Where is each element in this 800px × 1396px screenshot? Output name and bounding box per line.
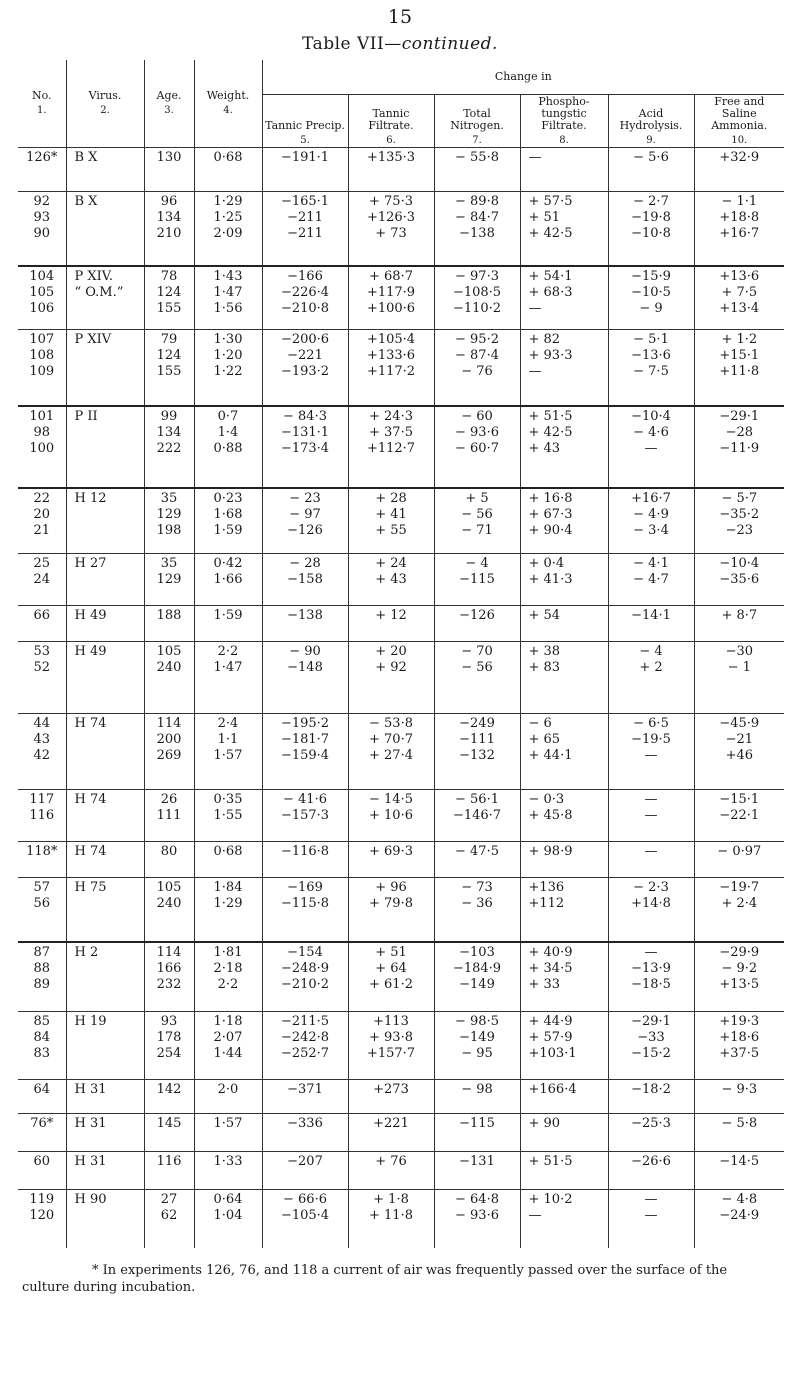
cell-no: 119 120 (18, 1190, 66, 1248)
cell-tannic-precip: − 66·6 −105·4 (262, 1190, 348, 1248)
cell-no: 85 84 83 (18, 1012, 66, 1080)
cell-acid-hydrolysis: − 5·1 −13·6 − 7·5 (608, 330, 694, 406)
table-row (18, 1152, 784, 1190)
cell-free-saline-ammonia: −10·4 −35·6 (694, 554, 784, 606)
cell-no: 22 20 21 (18, 488, 66, 554)
cell-acid-hydrolysis: − 6·5 −19·5 — (608, 714, 694, 790)
cell-tannic-filtrate: +105·4 +133·6 +117·2 (348, 330, 434, 406)
cell-free-saline-ammonia: −30 − 1 (694, 642, 784, 714)
cell-virus: H 31 (66, 1152, 144, 1190)
cell-free-saline-ammonia: + 1·2 +15·1 +11·8 (694, 330, 784, 406)
table-row (18, 488, 784, 554)
cell-phosphotungstic: + 51·5 (520, 1152, 608, 1190)
cell-tannic-precip: − 41·6 −157·3 (262, 790, 348, 842)
table-row (18, 878, 784, 942)
cell-tannic-filtrate: + 20 + 92 (348, 642, 434, 714)
cell-tannic-precip: −211·5 −242·8 −252·7 (262, 1012, 348, 1080)
cell-free-saline-ammonia: −19·7 + 2·4 (694, 878, 784, 942)
cell-weight: 1·33 (194, 1152, 262, 1190)
cell-age: 80 (144, 842, 194, 878)
cell-virus: H 75 (66, 878, 144, 942)
cell-tannic-precip: −207 (262, 1152, 348, 1190)
cell-acid-hydrolysis: − 2·7 −19·8 −10·8 (608, 192, 694, 266)
cell-total-nitrogen: − 95·2 − 87·4 − 76 (434, 330, 520, 406)
cell-weight: 0·35 1·55 (194, 790, 262, 842)
cell-no: 104 105 106 (18, 266, 66, 330)
cell-tannic-filtrate: + 69·3 (348, 842, 434, 878)
cell-age: 93 178 254 (144, 1012, 194, 1080)
cell-acid-hydrolysis: − 5·6 (608, 148, 694, 192)
cell-total-nitrogen: − 64·8 − 93·6 (434, 1190, 520, 1248)
cell-free-saline-ammonia: −14·5 (694, 1152, 784, 1190)
cell-weight: 1·18 2·07 1·44 (194, 1012, 262, 1080)
table-row (18, 1114, 784, 1152)
cell-free-saline-ammonia: +19·3 +18·6 +37·5 (694, 1012, 784, 1080)
cell-acid-hydrolysis: −29·1 −33 −15·2 (608, 1012, 694, 1080)
cell-acid-hydrolysis: −10·4 − 4·6 — (608, 406, 694, 488)
cell-weight: 1·43 1·47 1·56 (194, 266, 262, 330)
cell-tannic-precip: −191·1 (262, 148, 348, 192)
cell-virus: H 74 (66, 790, 144, 842)
cell-virus: B X (66, 148, 144, 192)
change-in-header: Change in (262, 60, 784, 95)
cell-age: 79 124 155 (144, 330, 194, 406)
cell-tannic-filtrate: + 12 (348, 606, 434, 642)
cell-free-saline-ammonia: −15·1 −22·1 (694, 790, 784, 842)
cell-total-nitrogen: − 73 − 36 (434, 878, 520, 942)
data-table-container (18, 60, 784, 1248)
cell-tannic-precip: −371 (262, 1080, 348, 1114)
cell-phosphotungstic: + 54·1 + 68·3 — (520, 266, 608, 330)
cell-acid-hydrolysis: — (608, 842, 694, 878)
cell-phosphotungstic: + 10·2 — (520, 1190, 608, 1248)
table-row (18, 406, 784, 488)
cell-age: 35 129 198 (144, 488, 194, 554)
cell-weight: 2·2 1·47 (194, 642, 262, 714)
cell-no: 107 108 109 (18, 330, 66, 406)
cell-no: 66 (18, 606, 66, 642)
cell-free-saline-ammonia: − 0·97 (694, 842, 784, 878)
cell-weight: 1·84 1·29 (194, 878, 262, 942)
table-title-suffix: continued. (401, 34, 498, 54)
cell-acid-hydrolysis: −18·2 (608, 1080, 694, 1114)
cell-tannic-precip: − 84·3 −131·1 −173·4 (262, 406, 348, 488)
table-row (18, 606, 784, 642)
cell-acid-hydrolysis: −15·9 −10·5 − 9 (608, 266, 694, 330)
table-title-prefix: Table VII— (302, 34, 402, 54)
cell-tannic-precip: −166 −226·4 −210·8 (262, 266, 348, 330)
cell-virus: H 74 (66, 714, 144, 790)
cell-tannic-precip: −116·8 (262, 842, 348, 878)
cell-age: 26 111 (144, 790, 194, 842)
cell-virus: H 2 (66, 942, 144, 1012)
cell-tannic-filtrate: +273 (348, 1080, 434, 1114)
cell-virus: H 12 (66, 488, 144, 554)
cell-total-nitrogen: − 98 (434, 1080, 520, 1114)
cell-total-nitrogen: −249 −111 −132 (434, 714, 520, 790)
cell-weight: 1·29 1·25 2·09 (194, 192, 262, 266)
col-header-free-saline-ammonia: Free and Saline Ammonia. 10. (694, 95, 784, 148)
cell-no: 64 (18, 1080, 66, 1114)
col-header-tannic-precip: Tannic Precip. 5. (262, 95, 348, 148)
cell-phosphotungstic: − 6 + 65 + 44·1 (520, 714, 608, 790)
cell-virus: H 49 (66, 642, 144, 714)
cell-no: 25 24 (18, 554, 66, 606)
table-row (18, 554, 784, 606)
cell-tannic-filtrate: + 1·8 + 11·8 (348, 1190, 434, 1248)
table-row (18, 714, 784, 790)
cell-free-saline-ammonia: +32·9 (694, 148, 784, 192)
col-header-acid-hydrolysis: Acid Hydrolysis. 9. (608, 95, 694, 148)
cell-tannic-precip: −169 −115·8 (262, 878, 348, 942)
col-header-weight: Weight. 4. (194, 60, 262, 148)
cell-phosphotungstic: − 0·3 + 45·8 (520, 790, 608, 842)
cell-phosphotungstic: + 82 + 93·3 — (520, 330, 608, 406)
cell-acid-hydrolysis: −26·6 (608, 1152, 694, 1190)
cell-tannic-filtrate: + 51 + 64 + 61·2 (348, 942, 434, 1012)
cell-virus: H 31 (66, 1114, 144, 1152)
cell-tannic-precip: −336 (262, 1114, 348, 1152)
cell-weight: 2·4 1·1 1·57 (194, 714, 262, 790)
cell-acid-hydrolysis: −14·1 (608, 606, 694, 642)
cell-age: 99 134 222 (144, 406, 194, 488)
cell-tannic-precip: −165·1 −211 −211 (262, 192, 348, 266)
data-table (18, 60, 784, 1248)
col-header-no: No. 1. (31, 89, 52, 116)
cell-acid-hydrolysis: −25·3 (608, 1114, 694, 1152)
cell-free-saline-ammonia: −29·1 −28 −11·9 (694, 406, 784, 488)
cell-phosphotungstic: + 51·5 + 42·5 + 43 (520, 406, 608, 488)
cell-weight: 0·23 1·68 1·59 (194, 488, 262, 554)
cell-age: 105 240 (144, 642, 194, 714)
cell-tannic-precip: − 90 −148 (262, 642, 348, 714)
cell-no: 76* (18, 1114, 66, 1152)
cell-no: 117 116 (18, 790, 66, 842)
cell-free-saline-ammonia: − 1·1 +18·8 +16·7 (694, 192, 784, 266)
cell-acid-hydrolysis: — — (608, 1190, 694, 1248)
cell-phosphotungstic: + 16·8 + 67·3 + 90·4 (520, 488, 608, 554)
cell-tannic-precip: −195·2 −181·7 −159·4 (262, 714, 348, 790)
table-row (18, 330, 784, 406)
cell-age: 116 (144, 1152, 194, 1190)
col-header-virus: Virus. 2. (66, 60, 144, 148)
cell-weight: 0·68 (194, 148, 262, 192)
table-title (0, 34, 800, 54)
table-row (18, 266, 784, 330)
cell-acid-hydrolysis: − 4·1 − 4·7 (608, 554, 694, 606)
cell-age: 145 (144, 1114, 194, 1152)
table-row (18, 642, 784, 714)
cell-weight: 0·7 1·4 0·88 (194, 406, 262, 488)
cell-phosphotungstic: — (520, 148, 608, 192)
cell-free-saline-ammonia: −45·9 −21 +46 (694, 714, 784, 790)
cell-weight: 1·81 2·18 2·2 (194, 942, 262, 1012)
cell-virus: H 90 (66, 1190, 144, 1248)
cell-phosphotungstic: + 90 (520, 1114, 608, 1152)
cell-total-nitrogen: − 98·5 −149 − 95 (434, 1012, 520, 1080)
cell-tannic-precip: −154 −248·9 −210·2 (262, 942, 348, 1012)
cell-total-nitrogen: −103 −184·9 −149 (434, 942, 520, 1012)
cell-free-saline-ammonia: − 5·8 (694, 1114, 784, 1152)
cell-tannic-filtrate: + 24·3 + 37·5 +112·7 (348, 406, 434, 488)
cell-tannic-precip: −138 (262, 606, 348, 642)
cell-free-saline-ammonia: +13·6 + 7·5 +13·4 (694, 266, 784, 330)
cell-no: 118* (18, 842, 66, 878)
cell-virus: H 31 (66, 1080, 144, 1114)
cell-age: 35 129 (144, 554, 194, 606)
cell-weight: 0·64 1·04 (194, 1190, 262, 1248)
cell-acid-hydrolysis: +16·7 − 4·9 − 3·4 (608, 488, 694, 554)
cell-age: 130 (144, 148, 194, 192)
table-row (18, 942, 784, 1012)
cell-total-nitrogen: − 4 −115 (434, 554, 520, 606)
cell-free-saline-ammonia: − 4·8 −24·9 (694, 1190, 784, 1248)
cell-no: 126* (18, 148, 66, 192)
cell-phosphotungstic: + 57·5 + 51 + 42·5 (520, 192, 608, 266)
table-row (18, 1190, 784, 1248)
cell-free-saline-ammonia: − 9·3 (694, 1080, 784, 1114)
cell-virus: H 74 (66, 842, 144, 878)
cell-age: 78 124 155 (144, 266, 194, 330)
cell-total-nitrogen: − 89·8 − 84·7 −138 (434, 192, 520, 266)
cell-no: 57 56 (18, 878, 66, 942)
col-header-tannic-filtrate: Tannic Filtrate. 6. (348, 95, 434, 148)
cell-tannic-filtrate: +135·3 (348, 148, 434, 192)
cell-total-nitrogen: − 47·5 (434, 842, 520, 878)
cell-no: 92 93 90 (18, 192, 66, 266)
cell-phosphotungstic: + 44·9 + 57·9 +103·1 (520, 1012, 608, 1080)
cell-total-nitrogen: −115 (434, 1114, 520, 1152)
cell-age: 142 (144, 1080, 194, 1114)
cell-phosphotungstic: + 0·4 + 41·3 (520, 554, 608, 606)
cell-age: 105 240 (144, 878, 194, 942)
cell-total-nitrogen: − 55·8 (434, 148, 520, 192)
table-row (18, 148, 784, 192)
cell-virus: P XIV. “ O.M.” (66, 266, 144, 330)
cell-no: 53 52 (18, 642, 66, 714)
cell-no: 44 43 42 (18, 714, 66, 790)
cell-weight: 0·42 1·66 (194, 554, 262, 606)
cell-total-nitrogen: −131 (434, 1152, 520, 1190)
table-header (18, 60, 784, 148)
cell-total-nitrogen: − 70 − 56 (434, 642, 520, 714)
cell-acid-hydrolysis: — — (608, 790, 694, 842)
page-number: 15 (387, 6, 413, 28)
cell-tannic-filtrate: +113 + 93·8 +157·7 (348, 1012, 434, 1080)
cell-weight: 1·59 (194, 606, 262, 642)
cell-tannic-filtrate: − 53·8 + 70·7 + 27·4 (348, 714, 434, 790)
cell-tannic-filtrate: + 68·7 +117·9 +100·6 (348, 266, 434, 330)
cell-no: 87 88 89 (18, 942, 66, 1012)
cell-virus: B X (66, 192, 144, 266)
footnote (22, 1262, 778, 1296)
cell-phosphotungstic: + 38 + 83 (520, 642, 608, 714)
cell-phosphotungstic: +136 +112 (520, 878, 608, 942)
footnote-text: * In experiments 126, 76, and 118 a current of air was frequently passed over the surface of the culture during incubation. (22, 1263, 728, 1295)
cell-weight: 2·0 (194, 1080, 262, 1114)
table-body (18, 148, 784, 1248)
cell-total-nitrogen: − 60 − 93·6 − 60·7 (434, 406, 520, 488)
col-header-total-nitrogen: Total Nitrogen. 7. (434, 95, 520, 148)
cell-free-saline-ammonia: −29·9 − 9·2 +13·5 (694, 942, 784, 1012)
cell-free-saline-ammonia: − 5·7 −35·2 −23 (694, 488, 784, 554)
cell-phosphotungstic: + 54 (520, 606, 608, 642)
cell-tannic-precip: − 23 − 97 −126 (262, 488, 348, 554)
cell-age: 96 134 210 (144, 192, 194, 266)
cell-total-nitrogen: − 97·3 −108·5 −110·2 (434, 266, 520, 330)
cell-tannic-precip: − 28 −158 (262, 554, 348, 606)
cell-tannic-filtrate: + 24 + 43 (348, 554, 434, 606)
cell-age: 188 (144, 606, 194, 642)
cell-total-nitrogen: − 56·1 −146·7 (434, 790, 520, 842)
cell-virus: P II (66, 406, 144, 488)
table-row (18, 842, 784, 878)
table-row (18, 1012, 784, 1080)
cell-weight: 0·68 (194, 842, 262, 878)
cell-weight: 1·57 (194, 1114, 262, 1152)
cell-phosphotungstic: + 98·9 (520, 842, 608, 878)
cell-tannic-filtrate: + 28 + 41 + 55 (348, 488, 434, 554)
cell-virus: H 49 (66, 606, 144, 642)
cell-age: 114 200 269 (144, 714, 194, 790)
table-row (18, 192, 784, 266)
cell-age: 27 62 (144, 1190, 194, 1248)
cell-free-saline-ammonia: + 8·7 (694, 606, 784, 642)
cell-virus: H 27 (66, 554, 144, 606)
cell-tannic-filtrate: + 76 (348, 1152, 434, 1190)
cell-weight: 1·30 1·20 1·22 (194, 330, 262, 406)
cell-no: 101 98 100 (18, 406, 66, 488)
cell-virus: H 19 (66, 1012, 144, 1080)
cell-total-nitrogen: −126 (434, 606, 520, 642)
cell-acid-hydrolysis: − 4 + 2 (608, 642, 694, 714)
cell-virus: P XIV (66, 330, 144, 406)
table-row (18, 1080, 784, 1114)
cell-no: 60 (18, 1152, 66, 1190)
cell-tannic-filtrate: +221 (348, 1114, 434, 1152)
cell-acid-hydrolysis: − 2·3 +14·8 (608, 878, 694, 942)
cell-acid-hydrolysis: — −13·9 −18·5 (608, 942, 694, 1012)
col-header-age: Age. 3. (144, 60, 194, 148)
table-row (18, 790, 784, 842)
cell-tannic-filtrate: − 14·5 + 10·6 (348, 790, 434, 842)
cell-age: 114 166 232 (144, 942, 194, 1012)
cell-phosphotungstic: +166·4 (520, 1080, 608, 1114)
col-header-phosphotungstic: Phospho-tungstic Filtrate. 8. (520, 95, 608, 148)
cell-tannic-precip: −200·6 −221 −193·2 (262, 330, 348, 406)
cell-total-nitrogen: + 5 − 56 − 71 (434, 488, 520, 554)
cell-tannic-filtrate: + 75·3 +126·3 + 73 (348, 192, 434, 266)
cell-phosphotungstic: + 40·9 + 34·5 + 33 (520, 942, 608, 1012)
cell-tannic-filtrate: + 96 + 79·8 (348, 878, 434, 942)
